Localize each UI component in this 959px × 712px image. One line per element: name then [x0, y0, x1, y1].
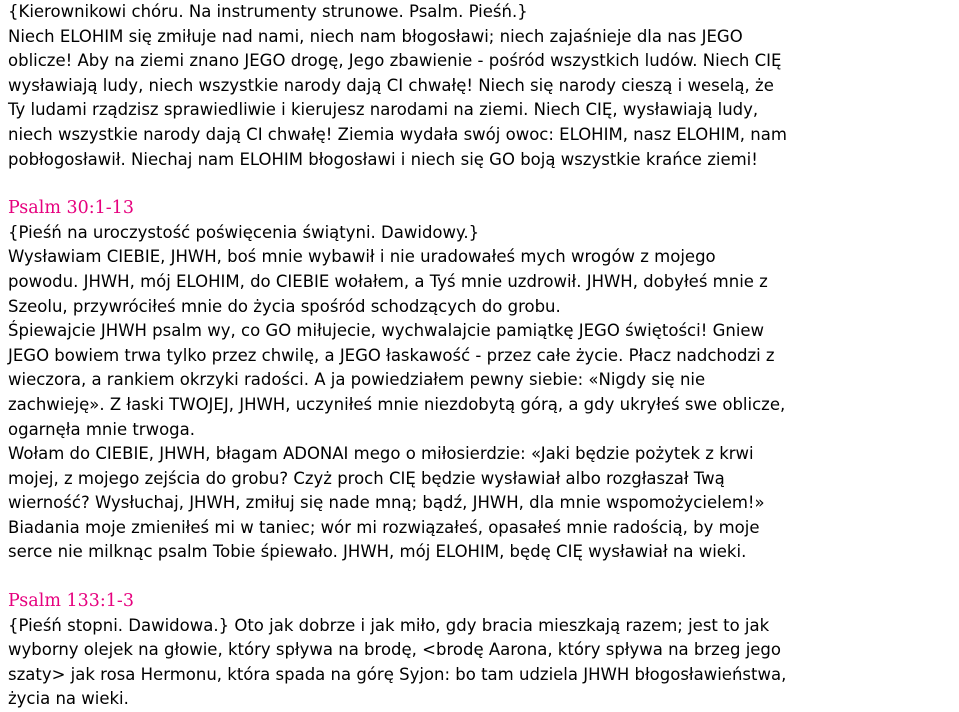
text-line: {Pieśń na uroczystość poświęcenia świątyni. Dawidowy.} — [8, 222, 480, 242]
text-line: Wołam do CIEBIE, JHWH, błagam ADONAI mego o miłosierdzie: «Jaki będzie pożytek z krwi — [8, 444, 754, 464]
text-line: Śpiewajcie JHWH psalm wy, co GO miłujecie, wychwalajcie pamiątkę JEGO świętości! Gniew — [8, 321, 765, 341]
text-line: Wysławiam CIEBIE, JHWH, boś mnie wybawił i nie uradowałeś mych wrogów z mojego — [8, 247, 716, 267]
text-line: ogarnęła mnie trwoga. — [8, 419, 196, 439]
psalm-133-section — [8, 589, 954, 712]
text-line: oblicze! Aby na ziemi znano JEGO drogę, Jego zbawienie - pośród wszystkich ludów. Niech CIĘ — [8, 51, 782, 71]
text-line: wierność? Wysłuchaj, JHWH, zmiłuj się nade mną; bądź, JHWH, dla mnie wspomożycielem!» — [8, 493, 765, 513]
psalm-133-heading: Psalm 133:1-3 — [8, 591, 134, 612]
text-line: Ty ludami rządzisz sprawiedliwie i kierujesz narodami na ziemi. Niech CIĘ, wysławiają ludy, — [8, 100, 759, 120]
text-line: wysławiają ludy, niech wszystkie narody dają CI chwałę! Niech się narody cieszą i weselą, że — [8, 75, 774, 95]
section-gap — [8, 565, 954, 589]
psalm-30-section — [8, 196, 954, 565]
text-line: zachwieję». Z łaski TWOJEJ, JHWH, uczyniłeś mnie niezdobytą górą, a gdy ukryłeś swe oblicze, — [8, 394, 786, 414]
text-line: powodu. JHWH, mój ELOHIM, do CIEBIE wołałem, a Tyś mnie uzdrowił. JHWH, dobyłeś mnie z — [8, 271, 768, 291]
text-line: wieczora, a rankiem okrzyki radości. A ja powiedziałem pewny siebie: «Nigdy się nie — [8, 370, 706, 390]
text-line: szaty> jak rosa Hermonu, która spada na górę Syjon: bo tam udziela JHWH błogosławieństwa, — [8, 664, 787, 684]
text-line: serce nie milknąc psalm Tobie śpiewało. JHWH, mój ELOHIM, będę CIĘ wysławiał na wieki. — [8, 542, 747, 562]
text-line: pobłogosławił. Niechaj nam ELOHIM błogosławi i niech się GO boją wszystkie krańce ziemi! — [8, 149, 758, 169]
text-line: {Kierownikowi chóru. Na instrumenty strunowe. Psalm. Pieśń.} — [8, 2, 528, 21]
section-gap — [8, 172, 954, 196]
text-line: niech wszystkie narody dają CI chwałę! Ziemia wydała swój owoc: ELOHIM, nasz ELOHIM, nam — [8, 124, 787, 144]
psalm-30-heading: Psalm 30:1-13 — [8, 198, 134, 219]
document-page — [8, 0, 954, 712]
text-line: Biadania moje zmieniłeś mi w taniec; wór mi rozwiązałeś, opasałeś mnie radością, by moje — [8, 517, 760, 537]
text-line: życia na wieki. — [8, 689, 129, 709]
psalm-67-text — [8, 0, 954, 172]
text-line: mojej, z mojego zejścia do grobu? Czyż proch CIĘ będzie wysławiał albo rozgłaszał Twą — [8, 468, 725, 488]
text-line: {Pieśń stopni. Dawidowa.} Oto jak dobrze i jak miło, gdy bracia mieszkają razem; jest to jak — [8, 615, 770, 635]
text-line: wyborny olejek na głowie, który spływa na brodę, <brodę Aarona, który spływa na brzeg jego — [8, 640, 782, 660]
text-line: JEGO bowiem trwa tylko przez chwilę, a JEGO łaskawość - przez całe życie. Płacz nadchodzi z — [8, 345, 775, 365]
text-line: Szeolu, przywróciłeś mnie do życia spośród schodzących do grobu. — [8, 296, 561, 316]
text-line: Niech ELOHIM się zmiłuje nad nami, niech nam błogosławi; niech zajaśnieje dla nas JEGO — [8, 26, 743, 46]
